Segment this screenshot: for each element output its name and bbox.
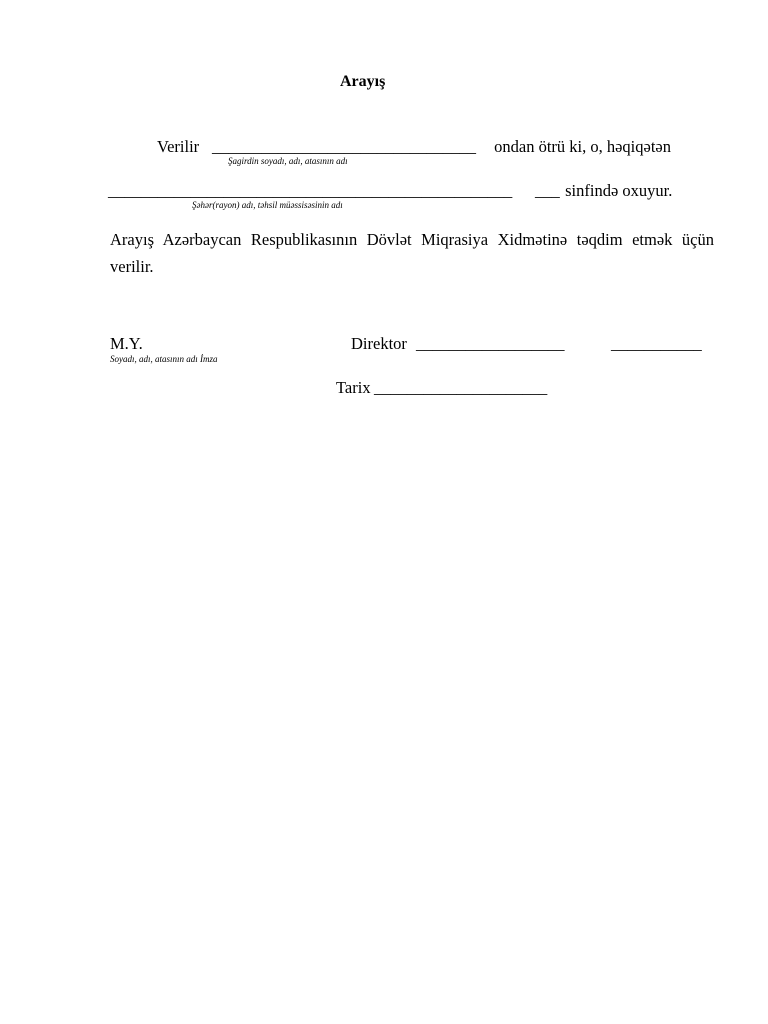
director-label: Direktor (351, 334, 412, 353)
director-name-blank: __________________ (416, 334, 565, 353)
signature-blank: ___________ (611, 334, 702, 353)
line2-school-blank: _________________________________________________ (108, 181, 513, 200)
date-label: Tarix (336, 378, 371, 397)
line1-lead: Verilir (157, 137, 204, 156)
document-title: Arayış (340, 73, 386, 90)
line1-name-blank: ________________________________ (212, 137, 476, 156)
line1-caption: Şagirdin soyadı, adı, atasının adı (228, 156, 348, 166)
date-blank: _____________________ (374, 378, 548, 397)
purpose-paragraph: Arayış Azərbaycan Respublikasının Dövlət Miqrasiya Xidmətinə təqdim etmək üçün verilir. (110, 230, 714, 276)
line2-tail: sinfində oxuyur. (561, 181, 673, 200)
line2-caption: Şəhər(rayon) adı, təhsil müəssisəsinin adı (192, 200, 343, 210)
signature-caption: Soyadı, adı, atasının adı İmza (110, 354, 218, 364)
line1-tail: ondan ötrü ki, o, həqiqətən (490, 137, 672, 156)
line2-class-blank: ___ (535, 181, 560, 200)
seal-label: M.Y. (110, 334, 143, 353)
